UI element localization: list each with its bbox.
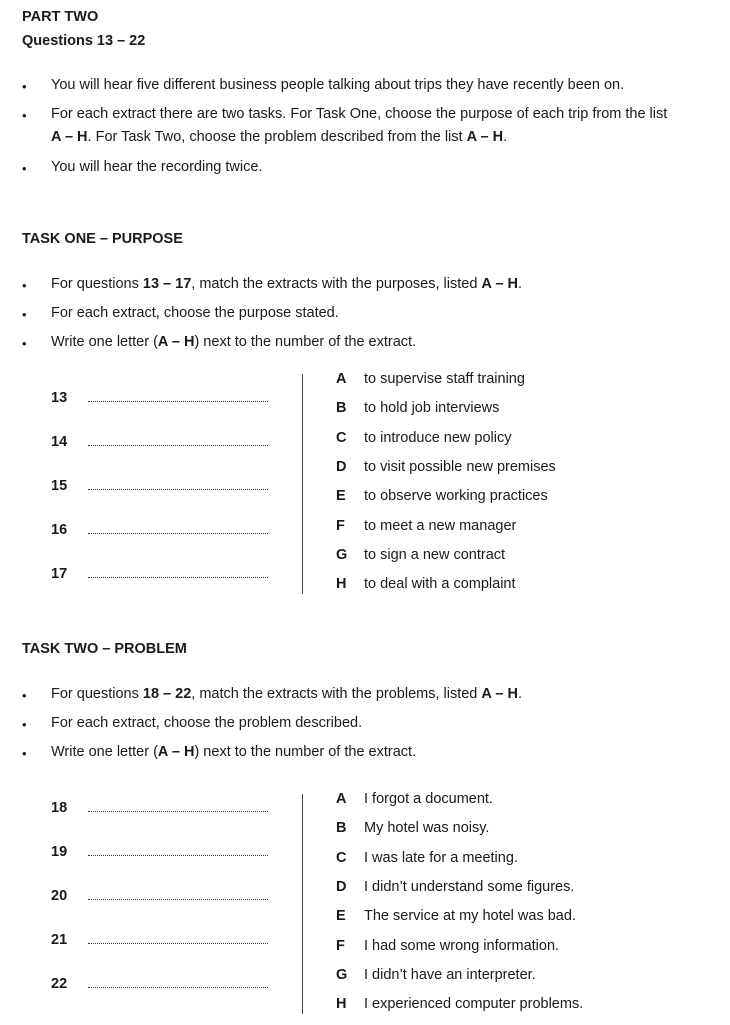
text: .	[517, 276, 522, 292]
option-text: to observe working practices	[364, 488, 548, 504]
bullet-dot: •	[22, 108, 27, 123]
option-text: I was late for a meeting.	[364, 850, 518, 866]
letters-range: A – H	[157, 744, 195, 760]
answer-line-21[interactable]	[88, 943, 268, 944]
letters-range: A – H	[481, 276, 518, 292]
option-text: to supervise staff training	[364, 371, 525, 387]
option-text: I experienced computer problems.	[364, 996, 584, 1012]
intro-bullet-1: You will hear five different business people talking about trips they have recently been on.	[51, 77, 625, 93]
task-one-heading: TASK ONE – PURPOSE	[22, 231, 183, 247]
option-letter: D	[336, 879, 347, 895]
bullet-dot: •	[22, 278, 27, 293]
task-two-bullet-2: For each extract, choose the problem described.	[51, 715, 363, 731]
question-number: 18	[51, 800, 68, 816]
bullet-dot: •	[22, 79, 27, 94]
answer-line-17[interactable]	[88, 577, 268, 578]
bullet-dot: •	[22, 717, 27, 732]
question-number: 13	[51, 390, 68, 406]
task-one-bullet-3	[51, 331, 416, 354]
text: .	[517, 686, 522, 702]
question-number: 19	[51, 844, 68, 860]
column-divider	[302, 794, 303, 1014]
questions-range: Questions 13 – 22	[22, 33, 146, 49]
question-range: 13 – 17	[142, 276, 192, 292]
text: For questions	[51, 686, 143, 702]
question-number: 14	[51, 434, 68, 450]
letters-range: A – H	[157, 334, 195, 350]
option-letter: F	[336, 938, 345, 954]
option-letter: C	[336, 430, 347, 446]
option-letter: A	[336, 791, 347, 807]
question-number: 21	[51, 932, 68, 948]
intro-bullet-2-line2	[51, 126, 507, 149]
question-number: 20	[51, 888, 68, 904]
option-text: to hold job interviews	[364, 400, 500, 416]
answer-line-22[interactable]	[88, 987, 268, 988]
option-letter: B	[336, 400, 347, 416]
answer-line-16[interactable]	[88, 533, 268, 534]
question-number: 15	[51, 478, 68, 494]
text: For questions	[51, 276, 143, 292]
option-text: to introduce new policy	[364, 430, 512, 446]
option-text: to sign a new contract	[364, 547, 506, 563]
option-text: to visit possible new premises	[364, 459, 556, 475]
bullet-dot: •	[22, 336, 27, 351]
option-letter: E	[336, 908, 346, 924]
text: , match the extracts with the problems, listed	[191, 686, 482, 702]
text: ) next to the number of the extract.	[194, 744, 417, 760]
text: Write one letter (	[51, 744, 158, 760]
task-two-bullet-3	[51, 741, 416, 764]
option-letter: G	[336, 547, 348, 563]
option-letter: A	[336, 371, 347, 387]
bullet-dot: •	[22, 746, 27, 761]
task-one-bullet-1	[51, 273, 522, 296]
option-letter: D	[336, 459, 347, 475]
option-text: I forgot a document.	[364, 791, 493, 807]
answer-line-13[interactable]	[88, 401, 268, 402]
option-text: I didn’t have an interpreter.	[364, 967, 536, 983]
option-letter: E	[336, 488, 346, 504]
option-letter: F	[336, 518, 345, 534]
bullet-dot: •	[22, 688, 27, 703]
task-two-bullet-1	[51, 683, 522, 706]
intro-text: .	[503, 129, 508, 145]
option-letter: H	[336, 996, 347, 1012]
question-number: 17	[51, 566, 68, 582]
option-text: to meet a new manager	[364, 518, 517, 534]
option-letter: C	[336, 850, 347, 866]
option-text: to deal with a complaint	[364, 576, 516, 592]
intro-bullet-2-line1: For each extract there are two tasks. For Task One, choose the purpose of each trip from the list	[51, 106, 668, 122]
letters-range: A – H	[481, 686, 518, 702]
answer-line-18[interactable]	[88, 811, 268, 812]
option-text: My hotel was noisy.	[364, 820, 490, 836]
intro-bullet-3: You will hear the recording twice.	[51, 159, 263, 175]
question-range: 18 – 22	[142, 686, 192, 702]
text: ) next to the number of the extract.	[194, 334, 417, 350]
option-text: I had some wrong information.	[364, 938, 560, 954]
task-two-heading: TASK TWO – PROBLEM	[22, 641, 187, 657]
answer-line-20[interactable]	[88, 899, 268, 900]
letters-range: A – H	[466, 129, 504, 145]
task-one-bullet-2: For each extract, choose the purpose stated.	[51, 305, 339, 321]
column-divider	[302, 374, 303, 594]
bullet-dot: •	[22, 161, 27, 176]
option-letter: H	[336, 576, 347, 592]
part-title: PART TWO	[22, 9, 99, 25]
option-letter: B	[336, 820, 347, 836]
option-letter: G	[336, 967, 348, 983]
question-number: 22	[51, 976, 68, 992]
text: Write one letter (	[51, 334, 158, 350]
answer-line-19[interactable]	[88, 855, 268, 856]
bullet-dot: •	[22, 307, 27, 322]
intro-text: . For Task Two, choose the problem described from the list	[87, 129, 467, 145]
answer-line-14[interactable]	[88, 445, 268, 446]
option-text: I didn’t understand some figures.	[364, 879, 575, 895]
question-number: 16	[51, 522, 68, 538]
text: , match the extracts with the purposes, listed	[191, 276, 482, 292]
letters-range: A – H	[51, 129, 88, 145]
option-text: The service at my hotel was bad.	[364, 908, 576, 924]
answer-line-15[interactable]	[88, 489, 268, 490]
